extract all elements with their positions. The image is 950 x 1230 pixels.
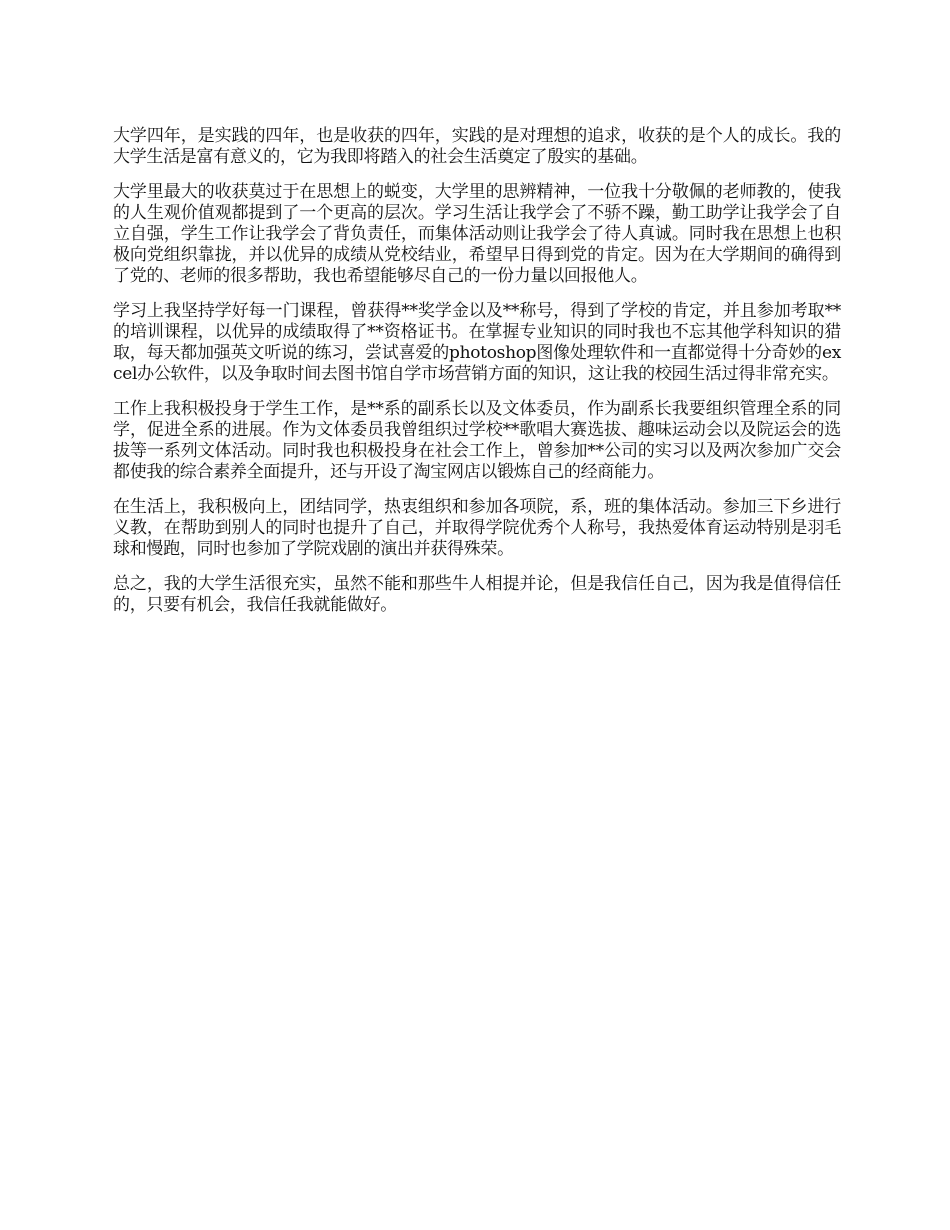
document-body [113,126,841,630]
paragraph-study: 学习上我坚持学好每一门课程，曾获得**奖学金以及**称号，得到了学校的肯定，并且参加考取**的培训课程，以优异的成绩取得了**资格证书。在掌握专业知识的同时我也不忘其他学科知识的猎取，每天都加强英文听说的练习，尝试喜爱的photoshop图像处理软件和一直都觉得十分奇妙的excel办公软件，以及争取时间去图书馆自学市场营销方面的知识，这让我的校园生活过得非常充实。 [113,301,841,384]
paragraph-thought: 大学里最大的收获莫过于在思想上的蜕变，大学里的思辨精神，一位我十分敬佩的老师教的，使我的人生观价值观都提到了一个更高的层次。学习生活让我学会了不骄不躁，勤工助学让我学会了自立自强，学生工作让我学会了背负责任，而集体活动则让我学会了待人真诚。同时我在思想上也积极向党组织靠拢，并以优异的成绩从党校结业，希望早日得到党的肯定。因为在大学期间的确得到了党的、老师的很多帮助，我也希望能够尽自己的一份力量以回报他人。 [113,182,841,286]
paragraph-work: 工作上我积极投身于学生工作，是**系的副系长以及文体委员，作为副系长我要组织管理全系的同学，促进全系的进展。作为文体委员我曾组织过学校**歌唱大赛选拔、趣味运动会以及院运会的选拔等一系列文体活动。同时我也积极投身在社会工作上，曾参加**公司的实习以及两次参加广交会都使我的综合素养全面提升，还与开设了淘宝网店以锻炼自己的经商能力。 [113,399,841,482]
paragraph-conclusion: 总之，我的大学生活很充实，虽然不能和那些牛人相提并论，但是我信任自己，因为我是值得信任的，只要有机会，我信任我就能做好。 [113,574,841,615]
paragraph-life: 在生活上，我积极向上，团结同学，热衷组织和参加各项院，系，班的集体活动。参加三下乡进行义教，在帮助到别人的同时也提升了自己，并取得学院优秀个人称号，我热爱体育运动特别是羽毛球和慢跑，同时也参加了学院戏剧的演出并获得殊荣。 [113,497,841,559]
paragraph-intro: 大学四年，是实践的四年，也是收获的四年，实践的是对理想的追求，收获的是个人的成长。我的大学生活是富有意义的，它为我即将踏入的社会生活奠定了殷实的基础。 [113,126,841,167]
